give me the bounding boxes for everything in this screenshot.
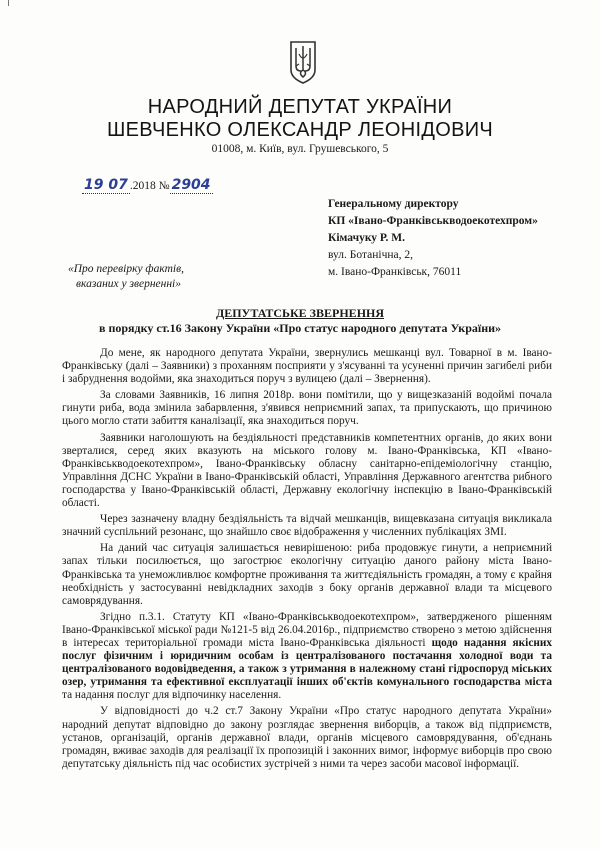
handwritten-date: 19 07 [84, 177, 128, 193]
reference-year: .2018 № [129, 180, 170, 192]
header-title-line1: НАРОДНИЙ ДЕПУТАТ УКРАЇНИ [147, 96, 453, 118]
header-address: 01008, м. Київ, вул. Грушевського, 5 [211, 143, 389, 155]
reference-line [82, 177, 213, 194]
paragraph-7: У відповідності до ч.2 ст.7 Закону України «Про статус народного депутата України» народний депутат відповідно до закону розглядає звернення виборців, а також від підприємств, установ, організацій, органів державної влади, органів місцевого самоврядування, об'єднань громадян, вживає заходів для реалізації їх пропозицій і законних вимог, інформує виборців про свою депутатську діяльність під час особистих зустрічей з ними та через засоби масової інформації. [62, 705, 552, 770]
recipient-position: Генеральному директору [328, 198, 459, 210]
trident-emblem-icon [289, 40, 317, 84]
paragraph-6-start: Згідно п.3.1. Статуту КП «Івано-Франківськводоекотехпром», затвердженого рішенням Івано-Франківської міської ради №121-5 від 26.04.2016р., підприємство створено з метою здійснення в інтересах територіальної громади міста Івано-Франківська діяльності [62, 610, 552, 649]
recipient-name: Кімачуку Р. М. [328, 232, 405, 244]
recipient-city: м. Івано-Франківськ, 76011 [328, 266, 462, 278]
recipient-organization: КП «Івано-Франківськводоекотехпром» [328, 215, 538, 227]
paragraph-6 [62, 611, 552, 703]
recipient-block [328, 196, 538, 281]
paragraph-1: До мене, як народного депутата України, звернулись мешканці вул. Товарної в м. Івано-Франківську (далі – Заявники) з проханням посприяти у з'ясуванні та усуненні причин загибелі риби і забруднення водойми, яка знаходиться поруч з вулицею (далі – Звернення). [62, 347, 552, 386]
paragraph-5: На даний час ситуація залишається невирішеною: риба продовжує гинути, а неприємний запах тільки посилюється, що загострює екологічну ситуацію даного району міста Івано-Франківська та унеможливлює комфортне проживання та життєдіяльність громадян, а тому є крайня необхідність у застосуванні невідкладних заходів з боку органів державної влади та місцевого самоврядування. [62, 542, 552, 607]
paragraph-4: Через зазначену владну бездіяльність та відчай мешканців, вищевказана ситуація викликала значний суспільний резонанс, що знайшло своє відображення у численних публікаціях ЗМІ. [62, 513, 552, 539]
recipient-street: вул. Ботанічна, 2, [328, 249, 414, 261]
subject-block [68, 262, 228, 292]
scan-mark [8, 0, 17, 6]
paragraph-6-end: та надання послуг для відпочинку населення. [62, 689, 282, 702]
paragraph-2: За словами Заявників, 16 липня 2018р. вони помітили, що у вищезказаній водоймі почала гинути риба, вода змінила забарвлення, з'явився неприємний запах, та припускають, що причиною цього могло стати забиття каналізації, яка знаходиться поруч. [62, 389, 552, 428]
document-subtitle: в порядку ст.16 Закону України «Про статус народного депутата України» [98, 321, 502, 335]
paragraph-6-bold: щодо надання якісних послуг фізичним і юридичним особам із централізованого постачання холодної води та централізованого водовідведення, а також з утримання в належному стані гідроспоруд міських озер, утримання та ефективної експлуатації інших об'єктів комунального господарства міста [62, 636, 552, 689]
document-title: ДЕПУТАТСЬКЕ ЗВЕРНЕННЯ [215, 306, 385, 320]
subject-line2: вказаних у зверненні» [76, 278, 181, 290]
header-title-line2: ШЕВЧЕНКО ОЛЕКСАНДР ЛЕОНІДОВИЧ [106, 119, 494, 141]
paragraph-3: Заявники наголошують на бездіяльності представників компетентних органів, до яких вони зверталися, серед яких вказують на міського голову м. Івано-Франківська, КП «Івано-Франківськводоекотехпром», Івано-Франківську обласну санітарно-епідеміологічну станцію, Управління ДСНС України в Івано-Франківській області, Управління Державного агентства рибного господарства у Івано-Франківській області, Державну екологічну інспекцію в Івано-Франківській області. [62, 431, 552, 510]
subject-line1: «Про перевірку фактів, [68, 263, 184, 275]
body-text [62, 347, 552, 774]
handwritten-number: 2904 [171, 177, 211, 193]
